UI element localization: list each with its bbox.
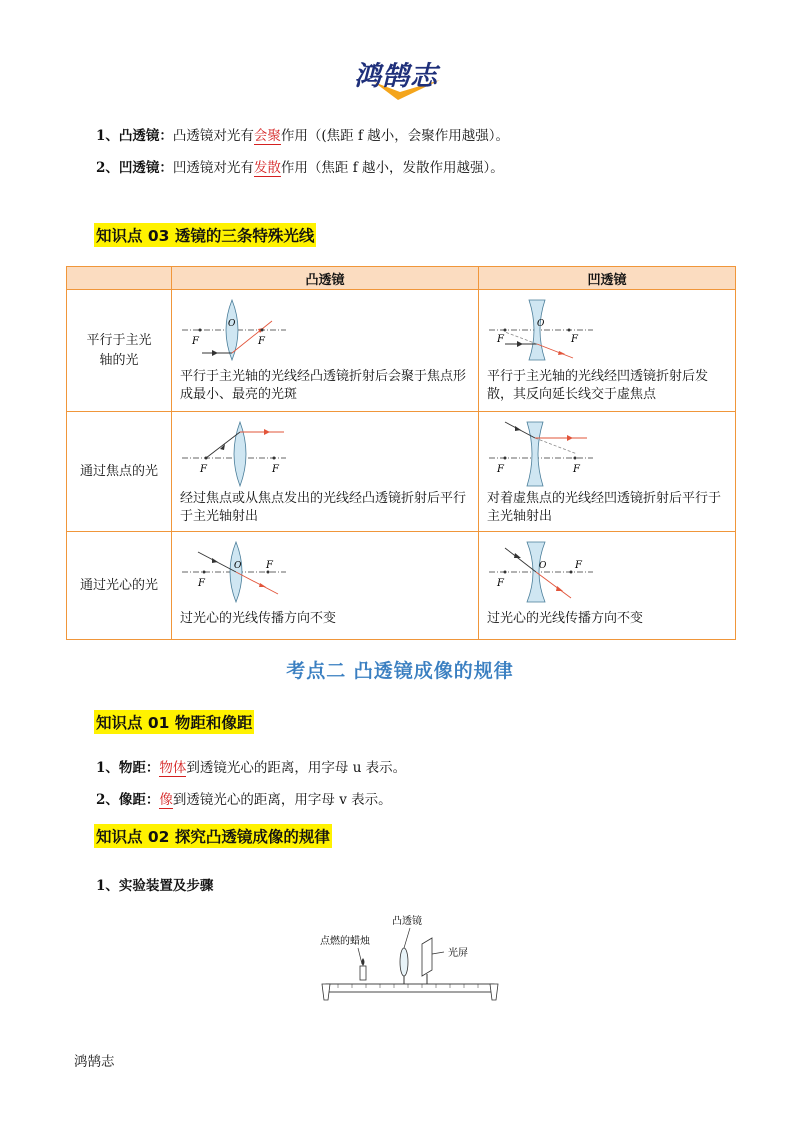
svg-text:F: F xyxy=(272,464,279,475)
convex-center-diagram xyxy=(180,538,290,608)
convex-caption: 平行于主光轴的光线经凸透镜折射后会聚于焦点形成最小、最亮的光斑 xyxy=(180,369,467,402)
svg-text:O: O xyxy=(234,561,242,571)
svg-text:F: F xyxy=(497,578,504,589)
object-distance-line: 1、物距：物体到透镜光心的距离，用字母 u 表示。 xyxy=(96,760,407,776)
section-title: 考点二 凸透镜成像的规律 xyxy=(286,660,514,682)
kp01-heading: 知识点 01 物距和像距 xyxy=(94,710,254,734)
concave-caption: 平行于主光轴的光线经凹透镜折射后发散，其反向延长线交于虚焦点 xyxy=(487,369,709,402)
svg-text:F: F xyxy=(198,578,205,589)
svg-text:F: F xyxy=(200,464,207,475)
screen-label: 光屏 xyxy=(448,948,468,959)
convex-caption: 过光心的光线传播方向不变 xyxy=(180,611,337,626)
convex-cell xyxy=(172,290,479,412)
object-blank: 物体 xyxy=(159,760,187,776)
concave-caption: 对着虚焦点的光线经凹透镜折射后平行于主光轴射出 xyxy=(487,491,722,524)
kp02-subheading: 1、实验装置及步骤 xyxy=(96,878,214,894)
svg-text:F: F xyxy=(571,334,578,345)
row-label: 通过焦点的光 xyxy=(67,412,172,532)
convex-blank: 会聚 xyxy=(253,128,281,144)
table-row xyxy=(67,290,736,412)
lens-rays-table xyxy=(66,266,736,640)
concave-cell xyxy=(479,290,736,412)
convex-lens-line: 1、凸透镜：凸透镜对光有会聚作用（(焦距 f 越小，会聚作用越强）。 xyxy=(96,128,510,144)
svg-text:F: F xyxy=(497,464,504,475)
logo-text: 鸿鹄志 xyxy=(354,61,438,92)
convex-cell xyxy=(172,532,479,640)
image-distance-line: 2、像距：像到透镜光心的距离，用字母 v 表示。 xyxy=(96,792,392,808)
concave-center-diagram xyxy=(487,538,597,608)
brand-logo xyxy=(352,52,464,106)
concave-lens-line: 2、凹透镜：凹透镜对光有发散作用（焦距 f 越小，发散作用越强）。 xyxy=(96,160,504,176)
concave-focus-diagram xyxy=(487,418,597,488)
convex-parallel-diagram xyxy=(180,296,290,366)
kp03-heading: 知识点 03 透镜的三条特殊光线 xyxy=(94,223,316,247)
svg-text:F: F xyxy=(192,336,199,347)
concave-parallel-diagram xyxy=(487,296,597,366)
svg-text:O: O xyxy=(537,319,545,329)
header-convex: 凸透镜 xyxy=(172,267,479,290)
svg-text:O: O xyxy=(539,561,547,571)
kp02-heading: 知识点 02 探究凸透镜成像的规律 xyxy=(94,824,332,848)
svg-text:O: O xyxy=(228,319,236,329)
convex-focus-diagram xyxy=(180,418,290,488)
header-empty xyxy=(67,267,172,290)
concave-caption: 过光心的光线传播方向不变 xyxy=(487,611,644,626)
candle-label: 点燃的蜡烛 xyxy=(320,936,370,947)
footer-brand: 鸿鹄志 xyxy=(74,1054,115,1070)
svg-text:F: F xyxy=(497,334,504,345)
svg-text:F: F xyxy=(258,336,265,347)
image-blank: 像 xyxy=(159,792,173,808)
table-row xyxy=(67,532,736,640)
concave-cell xyxy=(479,412,736,532)
optical-bench-diagram xyxy=(318,908,504,1004)
row-label: 平行于主光轴的光 xyxy=(67,290,172,412)
svg-text:F: F xyxy=(266,560,273,571)
convex-caption: 经过焦点或从焦点发出的光线经凸透镜折射后平行于主光轴射出 xyxy=(180,491,467,524)
svg-text:F: F xyxy=(573,464,580,475)
concave-cell xyxy=(479,532,736,640)
header-concave: 凹透镜 xyxy=(479,267,736,290)
concave-blank: 发散 xyxy=(253,160,281,176)
convex-cell xyxy=(172,412,479,532)
lens-label: 凸透镜 xyxy=(392,916,422,927)
svg-text:F: F xyxy=(575,560,582,571)
table-row xyxy=(67,412,736,532)
row-label: 通过光心的光 xyxy=(67,532,172,640)
